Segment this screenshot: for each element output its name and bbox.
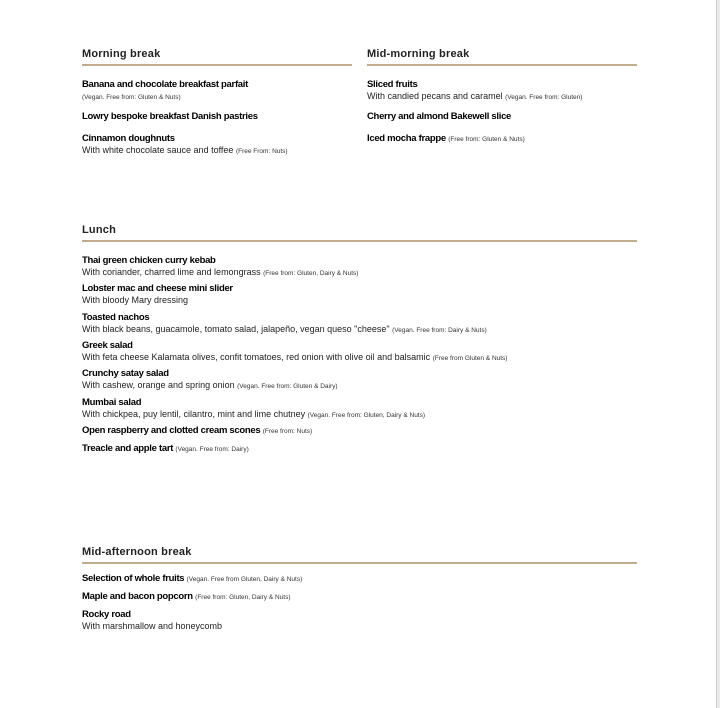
menu-item xyxy=(82,398,637,419)
item-desc-text: With coriander, charred lime and lemongrass xyxy=(82,266,261,277)
item-description xyxy=(82,145,352,155)
section-mid-morning-break xyxy=(367,48,637,156)
section-title: Mid-morning break xyxy=(367,48,637,66)
item-description xyxy=(82,621,637,631)
item-name: Crunchy satay salad xyxy=(82,368,169,380)
item-name: Cinnamon doughnuts xyxy=(82,133,175,145)
item-desc-text: With marshmallow and honeycomb xyxy=(82,620,223,631)
item-desc-text: With feta cheese Kalamata olives, confit tomatoes, red onion with olive oil and balsamic xyxy=(82,351,431,362)
item-name xyxy=(367,134,637,145)
menu-item xyxy=(82,284,637,305)
section-title: Lunch xyxy=(82,224,637,242)
item-desc-text: With chickpea, puy lentil, cilantro, mint and lime chutney xyxy=(82,408,306,419)
item-desc-text: With black beans, guacamole, tomato salad, jalapeño, vegan queso "cheese" xyxy=(82,323,390,334)
item-description xyxy=(82,267,637,277)
item-description xyxy=(82,380,637,390)
item-name: Toasted nachos xyxy=(82,311,150,323)
dietary-note: (Free From: Nuts) xyxy=(235,148,288,156)
item-description xyxy=(82,91,352,101)
item-name-text: Open raspberry and clotted cream scones xyxy=(82,425,261,437)
menu-item xyxy=(82,610,637,631)
item-name xyxy=(82,444,637,455)
menu-item xyxy=(367,134,637,145)
item-name-text: Selection of whole fruits xyxy=(82,573,185,584)
menu-item xyxy=(82,256,637,277)
dietary-note: (Free from: Nuts) xyxy=(262,428,313,436)
menu-item xyxy=(82,134,352,155)
menu-item xyxy=(82,444,637,455)
dietary-note: (Vegan. Free from: Dairy) xyxy=(175,446,249,454)
section-lunch xyxy=(82,224,637,462)
item-description xyxy=(82,295,637,305)
dietary-note: (Free from: Gluten, Dairy & Nuts) xyxy=(263,269,359,277)
dietary-note: (Vegan. Free from: Gluten & Dairy) xyxy=(237,383,338,391)
menu-item xyxy=(82,80,352,101)
item-name: Lobster mac and cheese mini slider xyxy=(82,283,233,295)
item-name-text: Treacle and apple tart xyxy=(82,443,174,455)
section-mid-afternoon-break xyxy=(82,546,637,638)
menu-item xyxy=(82,112,352,123)
item-desc-text: With bloody Mary dressing xyxy=(82,295,189,306)
menu-item xyxy=(82,592,637,603)
item-name: Mumbai salad xyxy=(82,396,142,408)
item-name xyxy=(82,574,637,585)
item-desc-text: With white chocolate sauce and toffee xyxy=(82,145,234,156)
item-name: Greek salad xyxy=(82,340,133,352)
section-title: Mid-afternoon break xyxy=(82,546,637,564)
dietary-note: (Vegan. Free from: Gluten) xyxy=(505,93,583,101)
dietary-note: (Vegan. Free from: Gluten & Nuts) xyxy=(82,93,181,101)
menu-item xyxy=(367,80,637,101)
item-description xyxy=(367,91,637,101)
menu-item xyxy=(82,369,637,390)
item-name xyxy=(82,426,637,437)
item-name: Rocky road xyxy=(82,608,131,620)
item-name-text: Maple and bacon popcorn xyxy=(82,590,193,602)
item-desc-text: With candied pecans and caramel xyxy=(367,90,503,101)
item-name: Lowry bespoke breakfast Danish pastries xyxy=(82,111,258,123)
item-desc-text: With cashew, orange and spring onion xyxy=(82,380,235,391)
menu-item xyxy=(82,341,637,362)
item-name: Cherry and almond Bakewell slice xyxy=(367,111,512,123)
item-name: Banana and chocolate breakfast parfait xyxy=(82,79,248,90)
menu-item xyxy=(367,112,637,123)
dietary-note: (Vegan. Free from Gluten, Dairy & Nuts) xyxy=(186,576,303,583)
dietary-note: (Free from: Gluten & Nuts) xyxy=(448,136,525,144)
item-name xyxy=(82,592,637,603)
item-name: Thai green chicken curry kebab xyxy=(82,255,216,266)
section-title: Morning break xyxy=(82,48,352,66)
item-description xyxy=(82,409,637,419)
dietary-note: (Vegan. Free from: Gluten, Dairy & Nuts) xyxy=(307,411,426,419)
item-description xyxy=(82,324,637,334)
menu-item xyxy=(82,313,637,334)
section-morning-break xyxy=(82,48,352,167)
item-description xyxy=(82,352,637,362)
dietary-note: (Free from: Gluten, Dairy & Nuts) xyxy=(195,593,291,601)
dietary-note: (Free from Gluten & Nuts) xyxy=(432,354,508,362)
item-name: Sliced fruits xyxy=(367,79,418,90)
menu-item xyxy=(82,574,637,585)
menu-item xyxy=(82,426,637,437)
dietary-note: (Vegan. Free from: Dairy & Nuts) xyxy=(392,326,487,334)
item-name-text: Iced mocha frappe xyxy=(367,133,446,145)
